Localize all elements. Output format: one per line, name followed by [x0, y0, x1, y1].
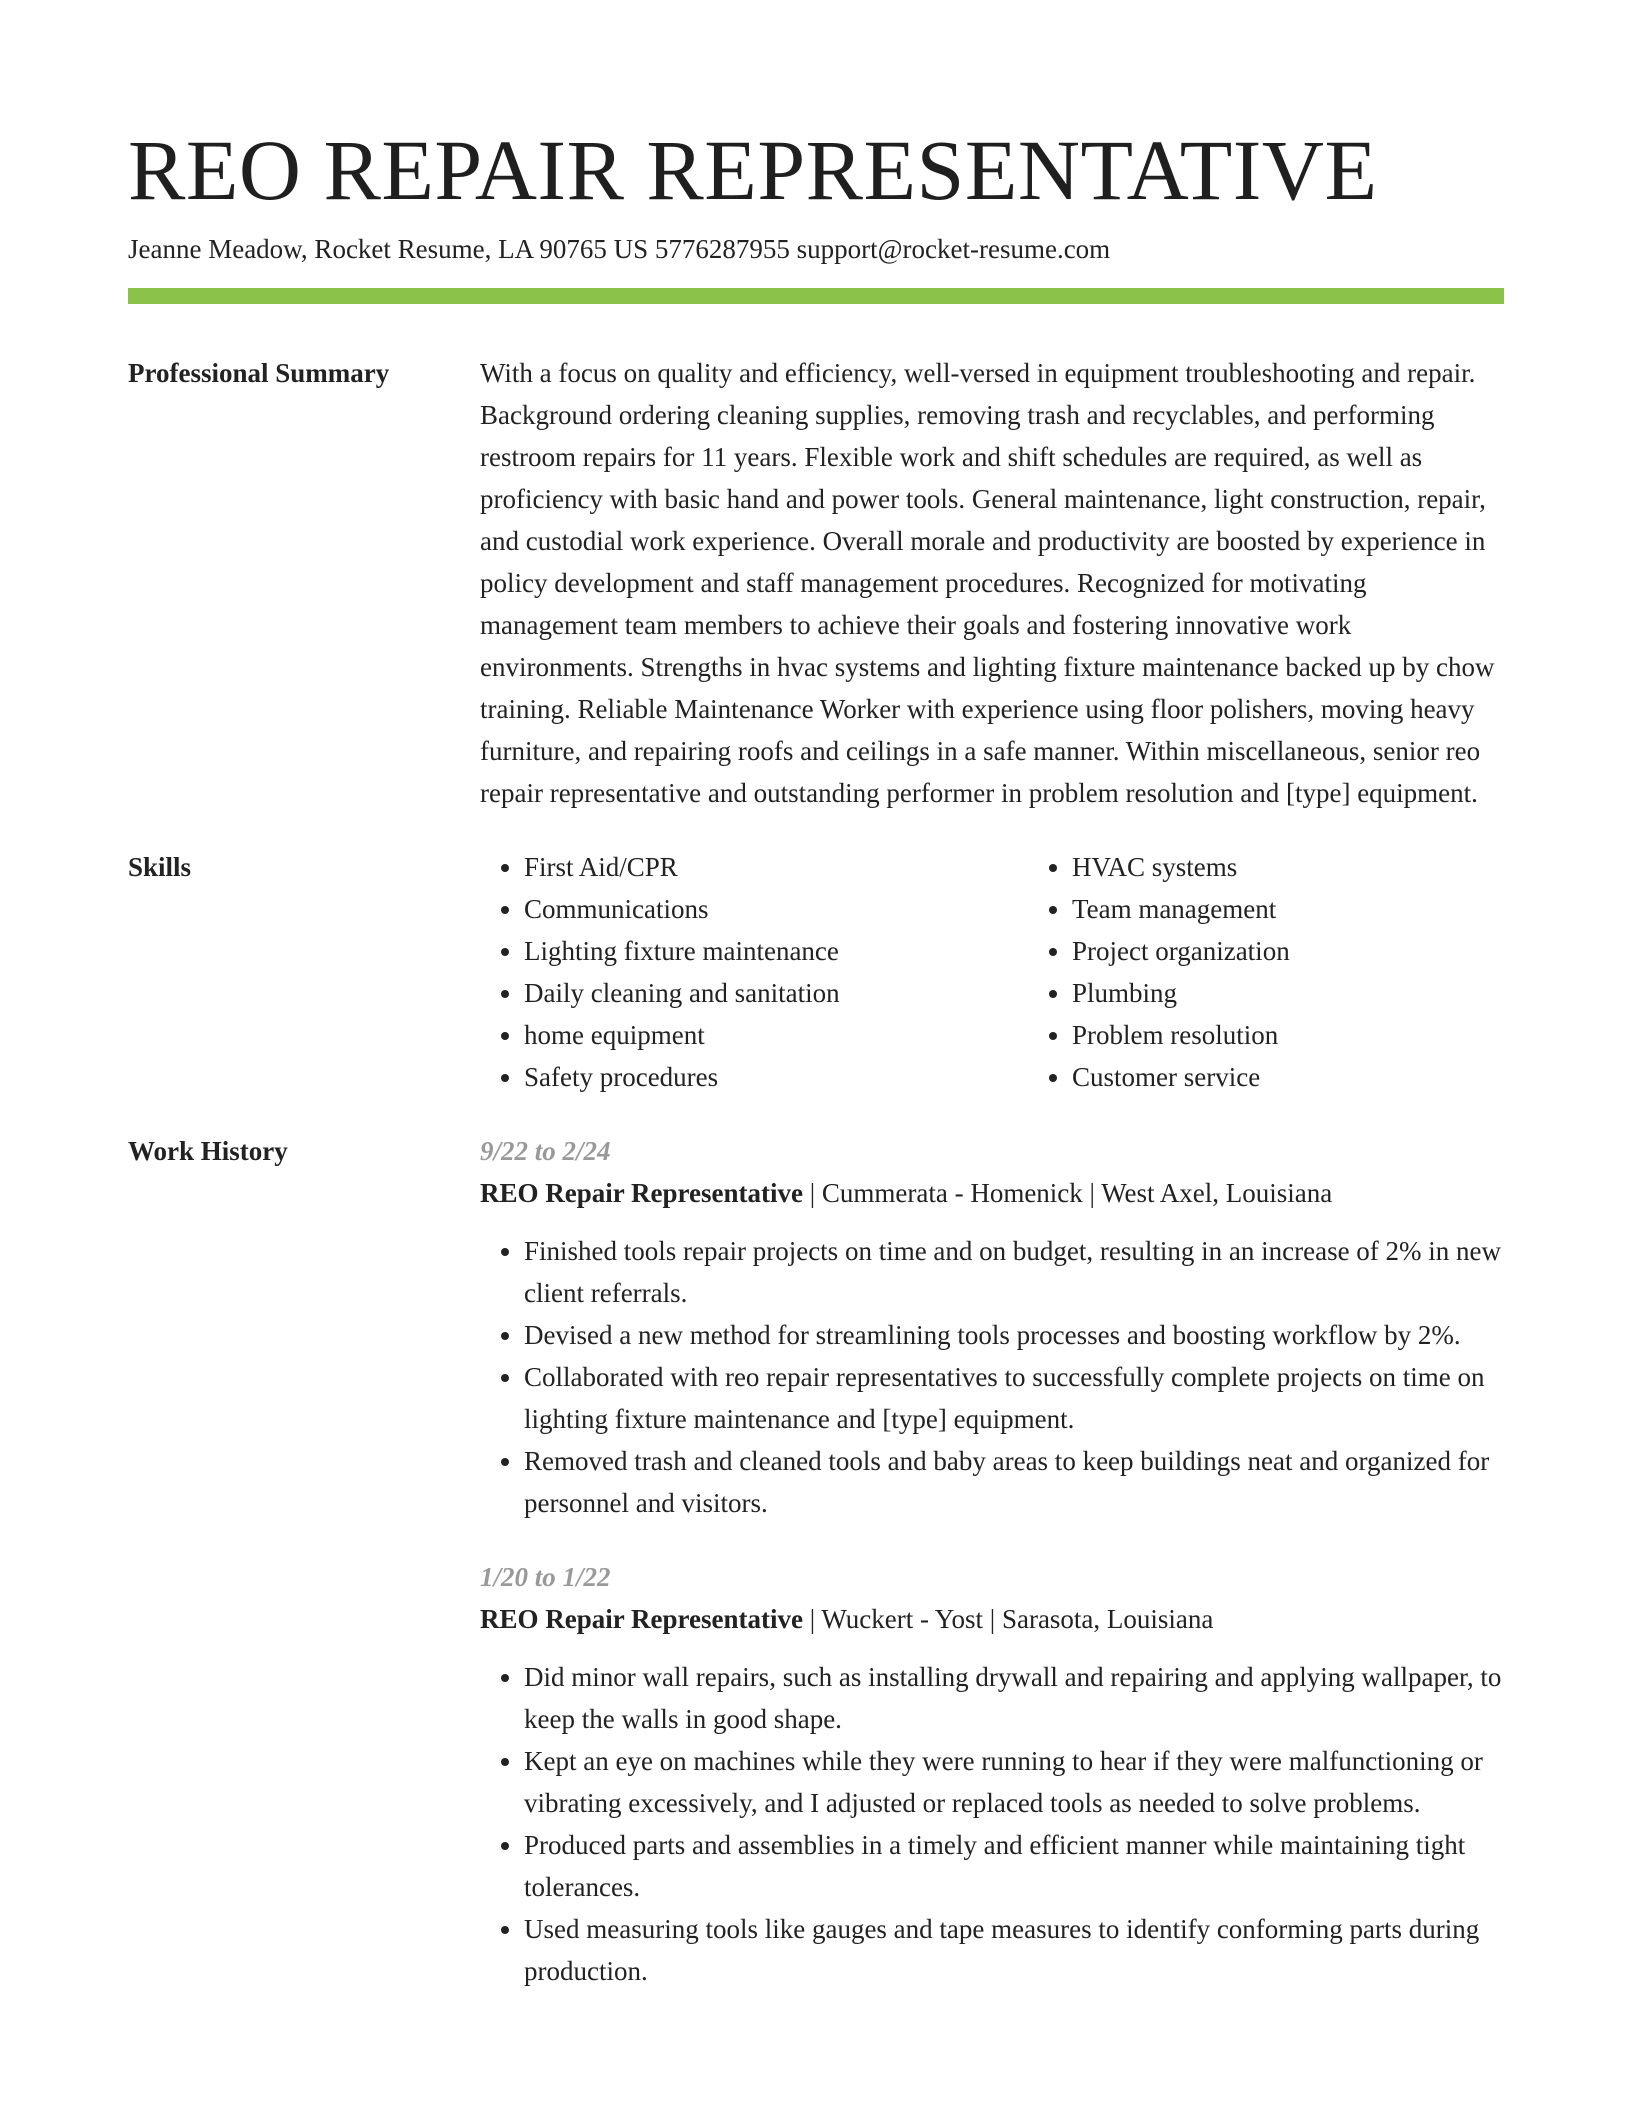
job-dates: 9/22 to 2/24 — [480, 1136, 611, 1166]
summary-text: With a focus on quality and efficiency, well-versed in equipment troubleshooting and repair. Background ordering cleaning supplies, removing trash and recyclables, and performing restroom repairs for 11 years. Flexible work and shift schedules are required, as well as proficiency with basic hand and power tools. General maintenance, light construction, repair, and custodial work experience. Overall morale and productivity are boosted by experience in policy development and staff management procedures. Recognized for motivating management team members to achieve their goals and fostering innovative work environments. Strengths in hvac systems and lighting fixture maintenance backed up by chow training. Reliable Maintenance Worker with experience using floor polishers, moving heavy furniture, and repairing roofs and ceilings in a safe manner. Within miscellaneous, senior reo repair representative and outstanding performer in problem resolution and [type] equipment. — [480, 358, 1495, 808]
skill-item: • Daily cleaning and sanitation — [524, 972, 1028, 1014]
job-bullet: • Devised a new method for streamlining tools processes and boosting workflow by 2%. — [524, 1314, 1504, 1356]
skill-item: • Project organization — [1072, 930, 1576, 972]
job-bullet: • Kept an eye on machines while they were running to hear if they were malfunctioning or vibrating excessively, and I adjusted or replaced tools as needed to solve problems. — [524, 1740, 1504, 1824]
summary-label: Professional Summary — [128, 358, 390, 388]
skill-item: • Safety procedures — [524, 1056, 1028, 1098]
header-divider — [128, 288, 1504, 304]
job-entry — [480, 1130, 1504, 1524]
job-dates: 1/20 to 1/22 — [480, 1562, 611, 1592]
job-bullet: • Removed trash and cleaned tools and baby areas to keep buildings neat and organized for personnel and visitors. — [524, 1440, 1504, 1524]
job-bullets — [480, 1230, 1504, 1524]
skill-item: • home equipment — [524, 1014, 1028, 1056]
work-history-label: Work History — [128, 1136, 288, 1166]
skill-item: • Problem resolution — [1072, 1014, 1576, 1056]
work-history-section — [128, 1130, 1504, 1992]
job-title-line — [480, 1172, 1504, 1214]
skills-section — [128, 846, 1504, 1098]
skill-item: • Plumbing — [1072, 972, 1576, 1014]
job-role: REO Repair Representative — [480, 1178, 803, 1208]
skills-label: Skills — [128, 852, 192, 882]
job-company-location: | Cummerata - Homenick | West Axel, Louisiana — [802, 1178, 1333, 1208]
skill-item: • Customer service — [1072, 1056, 1576, 1098]
resume-page — [128, 120, 1504, 1992]
job-bullet: • Used measuring tools like gauges and tape measures to identify conforming parts during production. — [524, 1908, 1504, 1992]
job-bullets — [480, 1656, 1504, 1992]
resume-title: REO REPAIR REPRESENTATIVE — [128, 122, 1378, 218]
skill-item: • Team management — [1072, 888, 1576, 930]
skill-item: • Lighting fixture maintenance — [524, 930, 1028, 972]
job-bullet: • Produced parts and assemblies in a timely and efficient manner while maintaining tight tolerances. — [524, 1824, 1504, 1908]
job-role: REO Repair Representative — [480, 1604, 803, 1634]
job-bullet: • Collaborated with reo repair representatives to successfully complete projects on time on lighting fixture maintenance and [type] equipment. — [524, 1356, 1504, 1440]
job-entry — [480, 1556, 1504, 1992]
job-company-location: | Wuckert - Yost | Sarasota, Louisiana — [802, 1604, 1214, 1634]
contact-line: Jeanne Meadow, Rocket Resume, LA 90765 US 5776287955 support@rocket-resume.com — [128, 234, 1111, 264]
skills-list-left — [480, 846, 1028, 1098]
summary-section — [128, 352, 1504, 814]
job-bullet: • Did minor wall repairs, such as installing drywall and repairing and applying wallpaper, to keep the walls in good shape. — [524, 1656, 1504, 1740]
job-title-line — [480, 1598, 1504, 1640]
skill-item: • Communications — [524, 888, 1028, 930]
job-bullet: • Finished tools repair projects on time and on budget, resulting in an increase of 2% in new client referrals. — [524, 1230, 1504, 1314]
skill-item: • First Aid/CPR — [524, 846, 1028, 888]
skills-list-right — [1028, 846, 1576, 1098]
skill-item: • HVAC systems — [1072, 846, 1576, 888]
